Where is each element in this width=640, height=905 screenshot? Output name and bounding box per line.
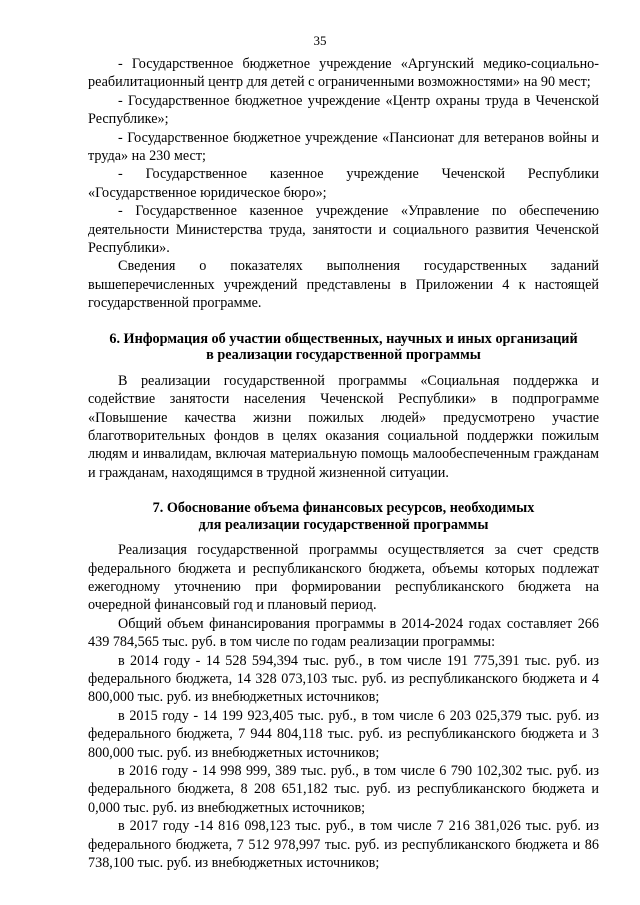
paragraph: Общий объем финансирования программы в 2014-2024 годах составляет 266 439 784,565 тыс. руб. в том числе по годам реализации программы:: [88, 615, 599, 651]
paragraph: в 2017 году -14 816 098,123 тыс. руб., в том числе 7 216 381,026 тыс. руб. из федерального бюджета, 7 512 978,997 тыс. руб. из республиканского бюджета и 86 738,100 тыс. руб. из внебюджетных источников;: [88, 818, 599, 872]
list-item: - Государственное бюджетное учреждение «Пансионат для ветеранов войны и труда» на 230 мест;: [88, 129, 599, 165]
page-body: [88, 55, 599, 872]
paragraph: в 2014 году - 14 528 594,394 тыс. руб., в том числе 191 775,391 тыс. руб. из федерального бюджета, 14 328 073,103 тыс. руб. из республиканского бюджета и 4 800,000 тыс. руб. из внебюджетных источников;: [88, 652, 599, 706]
list-item: - Государственное бюджетное учреждение «Аргунский медико-социально-реабилитационный центр для детей с ограниченными возможностями» на 90 мест;: [88, 56, 599, 91]
list-item: - Государственное бюджетное учреждение «Центр охраны труда в Чеченской Республике»;: [88, 92, 599, 128]
heading-line: в реализации государственной программы: [206, 347, 481, 364]
list-item: - Государственное казенное учреждение Чеченской Республики «Государственное юридическое бюро»;: [88, 166, 599, 201]
heading-line: для реализации государственной программы: [198, 516, 489, 533]
paragraph: в 2015 году - 14 199 923,405 тыс. руб., в том числе 6 203 025,379 тыс. руб. из федерального бюджета, 7 944 804,118 тыс. руб. из республиканского бюджета и 3 800,000 тыс. руб. из внебюджетных источников;: [88, 707, 599, 761]
paragraph: Сведения о показателях выполнения государственных заданий вышеперечисленных учреждений представлены в Приложении 4 к настоящей государственной программе.: [88, 258, 599, 312]
section-6-heading: [88, 331, 599, 364]
heading-line: 7. Обоснование объема финансовых ресурсов, необходимых: [152, 500, 535, 517]
section-7-heading: [88, 500, 599, 533]
page-number: 35: [313, 33, 327, 48]
paragraph: В реализации государственной программы «Социальная поддержка и содействие занятости населения Чеченской Республики» в подпрограмме «Повышение качества жизни пожилых людей» предусмотрено участие благотворительных фондов в целях оказания социальной поддержки пожилым людям и инвалидам, включая материальную помощь малообеспеченным гражданам и гражданам, находящимся в трудной жизненной ситуации.: [88, 372, 599, 481]
heading-line: 6. Информация об участии общественных, научных и иных организаций: [109, 330, 578, 347]
list-item: - Государственное казенное учреждение «Управление по обеспечению деятельности Министерства труда, занятости и социального развития Чеченской Республики».: [88, 203, 599, 257]
paragraph: Реализация государственной программы осуществляется за счет средств федерального бюджета и республиканского бюджета, объемы которых подлежат ежегодному уточнению при формировании республиканского бюджета на очередной финансовый год и плановый период.: [88, 542, 599, 614]
paragraph: в 2016 году - 14 998 999, 389 тыс. руб., в том числе 6 790 102,302 тыс. руб. из федерального бюджета, 8 208 651,182 тыс. руб. из республиканского бюджета и 0,000 тыс. руб. из внебюджетных источников;: [88, 763, 599, 816]
